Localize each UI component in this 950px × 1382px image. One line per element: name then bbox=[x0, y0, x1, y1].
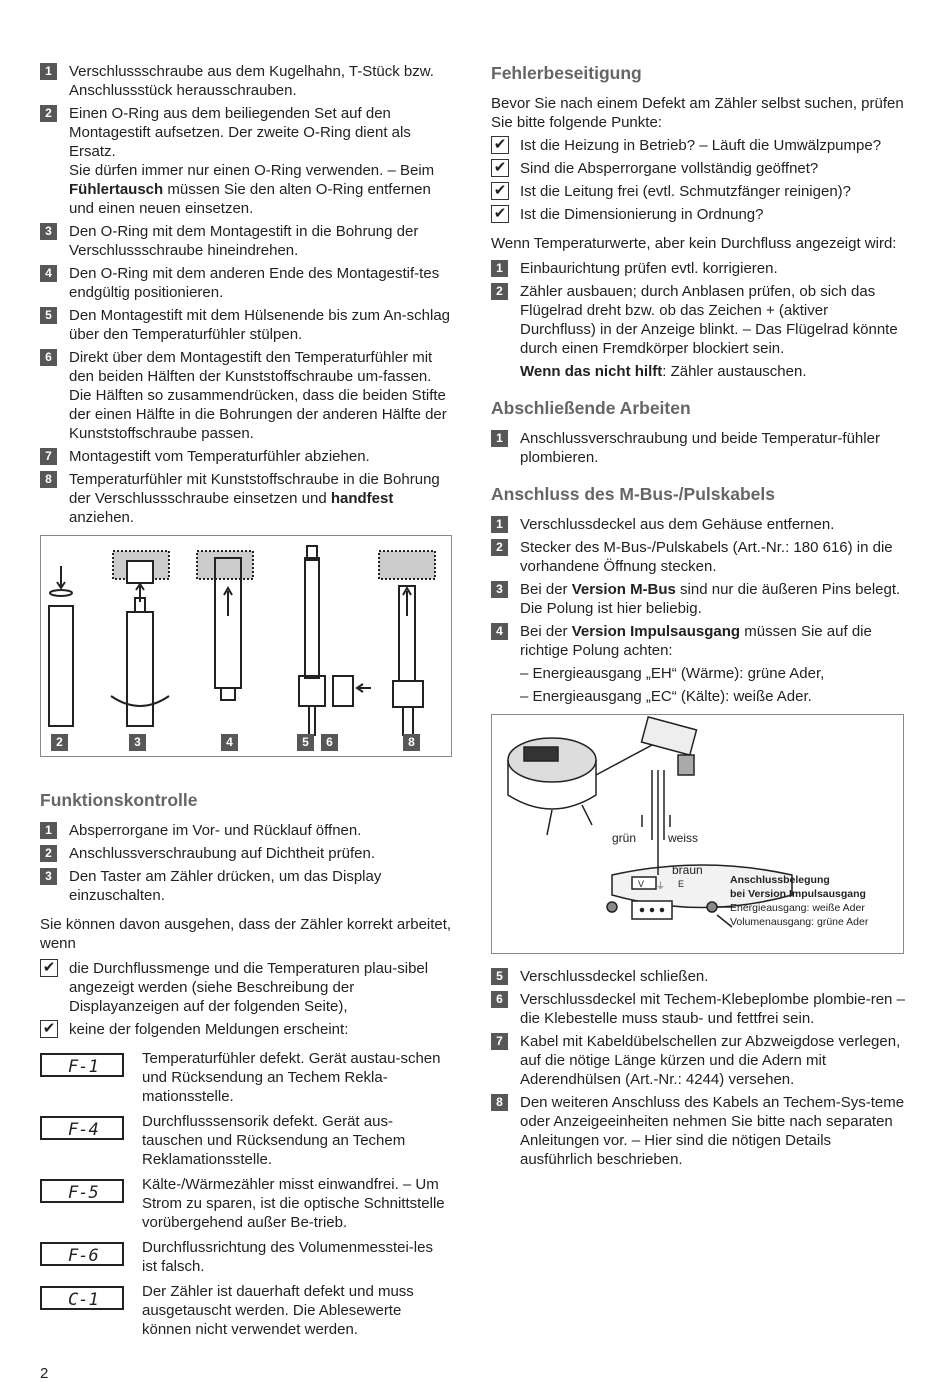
step-text: Montagestift vom Temperaturfühler abziehen. bbox=[69, 448, 370, 465]
step-text: Verschlussdeckel mit Techem-Klebeplombe plombie-ren – die Klebestelle muss staub- und fettfrei sein. bbox=[520, 991, 905, 1027]
error-code-display: F-6 bbox=[40, 1242, 124, 1266]
step-text: Bei der bbox=[520, 581, 572, 598]
error-row bbox=[40, 1049, 452, 1106]
check-item bbox=[40, 959, 452, 1016]
final-step bbox=[491, 990, 906, 1028]
step-number: 2 bbox=[40, 845, 57, 862]
error-text: Durchflusssensorik defekt. Gerät aus-tauschen und Rücksendung an Techem Reklamationsstelle. bbox=[142, 1113, 406, 1168]
checkmark-icon: ✔ bbox=[491, 136, 509, 154]
step-number: 8 bbox=[40, 471, 57, 488]
step-number: 3 bbox=[491, 581, 508, 598]
check-text: Ist die Leitung frei (evtl. Schmutzfänger reinigen)? bbox=[520, 183, 852, 200]
step-note-bold: Wenn das nicht hilft bbox=[520, 363, 663, 380]
step-note-end: müssen Sie den alten O-Ring entfernen und einen neuen einsetzen. bbox=[69, 181, 431, 217]
step-text: Den Taster am Zähler drücken, um das Display einzuschalten. bbox=[69, 868, 382, 904]
check-item bbox=[491, 205, 906, 224]
step-number: 2 bbox=[491, 539, 508, 556]
wiring-figure bbox=[491, 714, 904, 954]
check-item bbox=[491, 159, 906, 178]
step-number: 5 bbox=[491, 968, 508, 985]
final-step bbox=[491, 967, 906, 986]
anschluss-step bbox=[491, 515, 906, 534]
figure-label: 4 bbox=[221, 734, 238, 751]
figure-label: 5 bbox=[297, 734, 314, 751]
pin-assignment-subtitle: bei Version Impulsausgang bbox=[730, 888, 866, 900]
section-heading-fehlerbeseitigung: Fehlerbeseitigung bbox=[491, 63, 642, 83]
step-note-bold: Fühlertausch bbox=[69, 181, 164, 198]
check-text: Sind die Absperrorgane vollständig geöffnet? bbox=[520, 160, 819, 177]
step-number: 7 bbox=[491, 1033, 508, 1050]
installation-drawing bbox=[41, 536, 451, 756]
step-text-end: müssen Sie auf die richtige Polung achten: bbox=[520, 623, 872, 659]
error-code-display: F-4 bbox=[40, 1116, 124, 1140]
check-text: Ist die Dimensionierung in Ordnung? bbox=[520, 206, 764, 223]
check-text: Ist die Heizung in Betrieb? – Läuft die Umwälzpumpe? bbox=[520, 137, 882, 154]
step-number: 1 bbox=[491, 516, 508, 533]
step-text: Den Montagestift mit dem Hülsenende bis zum An-schlag über den Temperaturfühler stülpen. bbox=[69, 307, 451, 343]
step-text: Einbaurichtung prüfen evtl. korrigieren. bbox=[520, 260, 778, 277]
install-step bbox=[40, 222, 452, 260]
step-note: Sie dürfen immer nur einen O-Ring verwenden. – Beim bbox=[69, 162, 435, 179]
pin-assignment-title: Anschlussbelegung bbox=[730, 874, 830, 886]
error-code-display: F-1 bbox=[40, 1053, 124, 1077]
page-number: 2 bbox=[40, 1365, 49, 1382]
dash-item: – Energieausgang „EC“ (Kälte): weiße Ader. bbox=[520, 688, 812, 705]
section-heading-funktionskontrolle: Funktionskontrolle bbox=[40, 790, 198, 810]
install-step bbox=[40, 348, 452, 443]
error-text: Durchflussrichtung des Volumenmesstei-les ist falsch. bbox=[142, 1239, 433, 1275]
pin-label-ground: ⏚ bbox=[656, 881, 666, 891]
install-step bbox=[40, 306, 452, 344]
error-row bbox=[40, 1238, 452, 1276]
step-number: 7 bbox=[40, 448, 57, 465]
step-number: 2 bbox=[491, 283, 508, 300]
check-text: die Durchflussmenge und die Temperaturen plau-sibel angezeigt werden (siehe Beschreibung der Displayanzeigen auf der folgenden Seite), bbox=[69, 960, 429, 1015]
pin-label-e: E bbox=[678, 879, 685, 889]
step-number: 4 bbox=[491, 623, 508, 640]
check-text: keine der folgenden Meldungen erscheint: bbox=[69, 1021, 349, 1038]
wire-label-gruen: grün bbox=[612, 831, 637, 845]
left-column bbox=[40, 62, 452, 1345]
step-text: Temperaturfühler mit Kunststoffschraube in die Bohrung der Verschlussschraube einsetzen und bbox=[69, 471, 440, 507]
abschl-step bbox=[491, 429, 906, 467]
step-number: 4 bbox=[40, 265, 57, 282]
error-text: Der Zähler ist dauerhaft defekt und muss ausgetauscht werden. Die Ablesewerte können nicht verwendet werden. bbox=[142, 1283, 414, 1338]
step-number: 1 bbox=[40, 822, 57, 839]
error-row bbox=[40, 1282, 452, 1339]
section-heading-abschliessende-arbeiten: Abschließende Arbeiten bbox=[491, 398, 691, 418]
error-code-display: C-1 bbox=[40, 1286, 124, 1310]
wire-label-braun: braun bbox=[672, 863, 703, 877]
error-text: Temperaturfühler defekt. Gerät austau-schen und Rücksendung an Techem Rekla-mationsstelle. bbox=[142, 1050, 441, 1105]
checkmark-icon: ✔ bbox=[491, 205, 509, 223]
step-note-end: : Zähler austauschen. bbox=[662, 363, 807, 380]
error-row bbox=[40, 1112, 452, 1169]
fehler-step bbox=[491, 259, 906, 278]
install-step bbox=[40, 447, 452, 466]
funktion-step bbox=[40, 821, 452, 840]
funktion-step bbox=[40, 867, 452, 905]
step-number: 1 bbox=[491, 260, 508, 277]
final-step bbox=[491, 1032, 906, 1089]
step-text: Zähler ausbauen; durch Anblasen prüfen, ob sich das Flügelrad dreht bzw. ob das Zeichen + (aktiver Durchfluss) in der Anzeige blinkt. – Das Flügelrad könnte durch einen Fremdkörper blockiert sein. bbox=[520, 283, 898, 357]
step-number: 6 bbox=[40, 349, 57, 366]
wire-label-weiss: weiss bbox=[668, 831, 699, 845]
fehler-paragraph: Bevor Sie nach einem Defekt am Zähler selbst suchen, prüfen Sie bitte folgende Punkte: bbox=[491, 95, 904, 131]
error-code-display: F-5 bbox=[40, 1179, 124, 1203]
step-text-end: sind nur die äußeren Pins belegt. Die Polung ist hier beliebig. bbox=[520, 581, 901, 617]
step-text: Einen O-Ring aus dem beiliegenden Set auf den Montagestift aufsetzen. Der zweite O-Ring dient als Ersatz. bbox=[69, 105, 411, 160]
step-text: Den O-Ring mit dem anderen Ende des Montagestif-tes endgültig positionieren. bbox=[69, 265, 440, 301]
checkmark-icon: ✔ bbox=[40, 959, 58, 977]
dash-item: – Energieausgang „EH“ (Wärme): grüne Ader, bbox=[520, 665, 825, 682]
step-text-bold: handfest bbox=[330, 490, 394, 507]
step-text: Verschlussdeckel aus dem Gehäuse entfernen. bbox=[520, 516, 835, 533]
anschluss-step bbox=[491, 580, 906, 618]
step-text-end: anziehen. bbox=[69, 509, 135, 526]
error-row bbox=[40, 1175, 452, 1232]
step-text: Anschlussverschraubung auf Dichtheit prüfen. bbox=[69, 845, 376, 862]
step-text: Verschlussschraube aus dem Kugelhahn, T-Stück bzw. Anschlussstück herausschrauben. bbox=[69, 63, 434, 99]
section-heading-anschluss: Anschluss des M-Bus-/Pulskabels bbox=[491, 484, 775, 504]
step-number: 3 bbox=[40, 868, 57, 885]
check-item bbox=[40, 1020, 452, 1039]
step-number: 8 bbox=[491, 1094, 508, 1111]
figure-label: 2 bbox=[51, 734, 68, 751]
pin-assignment-line: Energieausgang: weiße Ader bbox=[730, 902, 865, 914]
step-text: Anschlussverschraubung und beide Temperatur-fühler plombieren. bbox=[520, 430, 880, 466]
step-text: Direkt über dem Montagestift den Temperaturfühler mit den beiden Hälften der Kunststoffschraube um-fassen. Die Hälften so zusammendrücken, dass die beiden Stifte der einen Hälfte in die Bohrungen der anderen Hälfte der Kunststoffschraube passen. bbox=[69, 349, 447, 442]
pin-assignment-box bbox=[730, 873, 868, 929]
final-step bbox=[491, 1093, 906, 1169]
step-text-bold: Version M-Bus bbox=[571, 581, 676, 598]
step-number: 2 bbox=[40, 105, 57, 122]
step-text: Verschlussdeckel schließen. bbox=[520, 968, 709, 985]
step-number: 3 bbox=[40, 223, 57, 240]
checkmark-icon: ✔ bbox=[491, 159, 509, 177]
step-text: Kabel mit Kabeldübelschellen zur Abzweigdose verlegen, auf die nötige Länge kürzen und die Adern mit Aderendhülsen (Art.-Nr.: 4244) versehen. bbox=[520, 1033, 901, 1088]
error-text: Kälte-/Wärmezähler misst einwandfrei. – Um Strom zu sparen, ist die optische Schnittstelle vorübergehend außer Be-trieb. bbox=[142, 1176, 445, 1231]
step-number: 5 bbox=[40, 307, 57, 324]
figure-label: 6 bbox=[321, 734, 338, 751]
step-text: Den weiteren Anschluss des Kabels an Techem-Sys-teme oder Anzeigeeinheiten nehmen Sie bitte nach separaten Anleitungen vor. – Hier sind die nötigen Details ausführlich beschrieben. bbox=[520, 1094, 905, 1168]
fehler-step bbox=[491, 282, 906, 381]
pin-label-v: V bbox=[638, 879, 645, 889]
step-number: 1 bbox=[40, 63, 57, 80]
step-number: 1 bbox=[491, 430, 508, 447]
step-text: Stecker des M-Bus-/Pulskabels (Art.-Nr.: 180 616) in die vorhandene Öffnung stecken. bbox=[520, 539, 893, 575]
check-item bbox=[491, 136, 906, 155]
step-number: 6 bbox=[491, 991, 508, 1008]
install-step bbox=[40, 62, 452, 100]
right-column bbox=[491, 62, 906, 1173]
figure-label: 8 bbox=[403, 734, 420, 751]
step-text: Bei der bbox=[520, 623, 572, 640]
funktion-paragraph: Sie können davon ausgehen, dass der Zähler korrekt arbeitet, wenn bbox=[40, 916, 452, 952]
funktion-step bbox=[40, 844, 452, 863]
figure-label: 3 bbox=[129, 734, 146, 751]
check-item bbox=[491, 182, 906, 201]
step-text: Absperrorgane im Vor- und Rücklauf öffnen. bbox=[69, 822, 362, 839]
checkmark-icon: ✔ bbox=[491, 182, 509, 200]
anschluss-step bbox=[491, 538, 906, 576]
install-step bbox=[40, 470, 452, 527]
install-step bbox=[40, 264, 452, 302]
install-step bbox=[40, 104, 452, 218]
step-text: Den O-Ring mit dem Montagestift in die Bohrung der Verschlussschraube hineindrehen. bbox=[69, 223, 419, 259]
anschluss-step bbox=[491, 622, 906, 660]
checkmark-icon: ✔ bbox=[40, 1020, 58, 1038]
installation-figure bbox=[40, 535, 452, 757]
step-text-bold: Version Impulsausgang bbox=[571, 623, 741, 640]
pin-assignment-line: Volumenausgang: grüne Ader bbox=[730, 916, 869, 928]
fehler-paragraph-2: Wenn Temperaturwerte, aber kein Durchfluss angezeigt wird: bbox=[491, 235, 897, 252]
